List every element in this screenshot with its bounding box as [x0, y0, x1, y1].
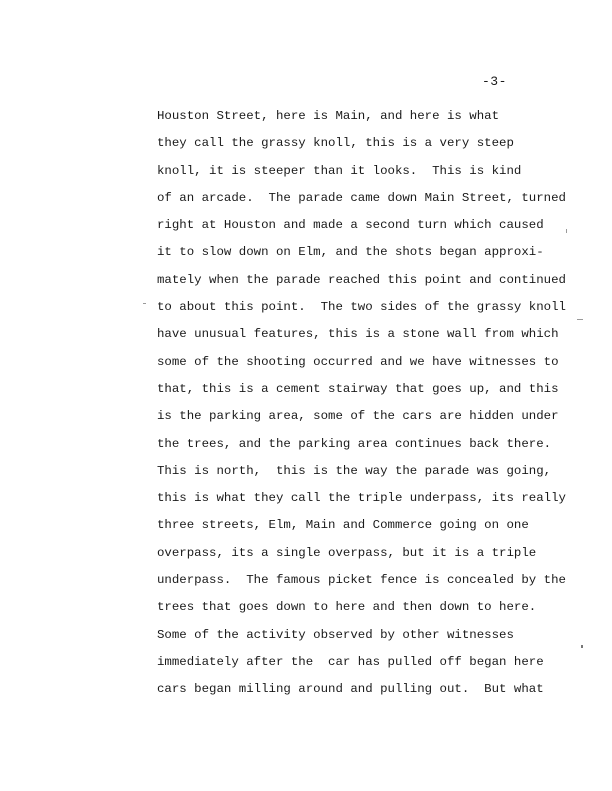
text-line: that, this is a cement stairway that goes up, and this: [157, 381, 559, 396]
page-number: -3-: [482, 74, 507, 89]
text-line: trees that goes down to here and then down to here.: [157, 600, 537, 615]
text-line: they call the grassy knoll, this is a very steep: [157, 136, 514, 151]
body-text: [157, 103, 597, 704]
text-line: underpass. The famous picket fence is concealed by the: [157, 573, 566, 588]
scan-speck: [581, 645, 583, 648]
text-line: of an arcade. The parade came down Main Street, turned: [157, 190, 566, 205]
scan-speck: [143, 303, 146, 304]
text-line: Houston Street, here is Main, and here is what: [157, 109, 500, 123]
scan-speck: [566, 229, 567, 233]
text-line: Some of the activity observed by other witnesses: [157, 627, 514, 642]
text-line: knoll, it is steeper than it looks. This is kind: [157, 163, 522, 178]
text-line: cars began milling around and pulling out. But what: [157, 682, 544, 697]
text-line: the trees, and the parking area continues back there.: [157, 436, 552, 451]
text-line: it to slow down on Elm, and the shots began approxi-: [157, 245, 544, 260]
text-line: is the parking area, some of the cars are hidden under: [157, 409, 559, 424]
text-line: to about this point. The two sides of the grassy knoll: [157, 300, 566, 315]
scan-speck: [577, 319, 583, 320]
text-line: three streets, Elm, Main and Commerce going on one: [157, 518, 529, 533]
text-line: immediately after the car has pulled off began here: [157, 654, 544, 669]
text-line: some of the shooting occurred and we have witnesses to: [157, 354, 559, 369]
text-line: This is north, this is the way the parade was going,: [157, 463, 552, 478]
text-line: mately when the parade reached this point and continued: [157, 272, 566, 287]
text-line: have unusual features, this is a stone wall from which: [157, 327, 559, 342]
text-line: right at Houston and made a second turn which caused: [157, 218, 544, 233]
text-line: overpass, its a single overpass, but it is a triple: [157, 545, 537, 560]
text-line: this is what they call the triple underpass, its really: [157, 491, 566, 506]
